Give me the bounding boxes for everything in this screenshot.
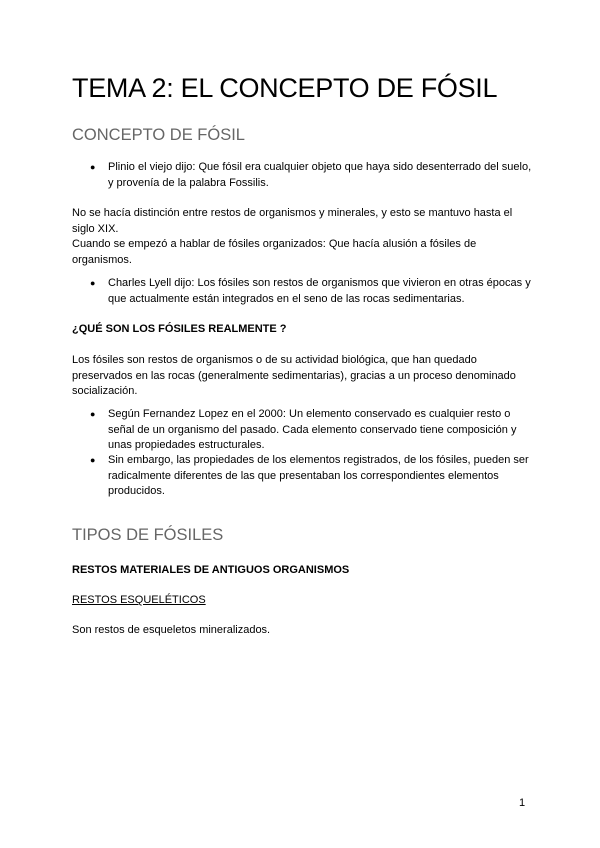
paragraph: Los fósiles son restos de organismos o de su actividad biológica, que han quedado preservados en las rocas (generalmente sedimentarias), gracias a un proceso denominado socialización. xyxy=(72,354,516,397)
list-item-text: Charles Lyell dijo: Los fósiles son restos de organismos que vivieron en otras épocas y que actualmente están integrados en el seno de las rocas sedimentarias. xyxy=(108,277,531,305)
bullet-icon: ● xyxy=(90,162,96,172)
page-title: TEMA 2: EL CONCEPTO DE FÓSIL xyxy=(72,73,498,103)
list-item xyxy=(90,453,536,500)
paragraph: Cuando se empezó a hablar de fósiles organizados: Que hacía alusión a fósiles de organismos. xyxy=(72,238,477,266)
bullet-icon: ● xyxy=(90,278,96,288)
list-item xyxy=(90,407,536,454)
bullet-icon: ● xyxy=(90,455,96,465)
subsection-heading: ¿QUÉ SON LOS FÓSILES REALMENTE ? xyxy=(72,323,287,335)
paragraph: No se hacía distinción entre restos de organismos y minerales, y esto se mantuvo hasta el siglo XIX. xyxy=(72,207,513,235)
subsection-heading: RESTOS MATERIALES DE ANTIGUOS ORGANISMOS xyxy=(72,564,350,576)
list-item-text: Sin embargo, las propiedades de los elementos registrados, de los fósiles, pueden ser radicalmente diferentes de las que presentaban los correspondientes elementos producidos. xyxy=(108,454,529,497)
list-item-text: Según Fernandez Lopez en el 2000: Un elemento conservado es cualquier resto o señal de un organismo del pasado. Cada elemento conservado tiene composición y unas propiedades estructurales. xyxy=(108,408,517,451)
bullet-icon: ● xyxy=(90,409,96,419)
list-item xyxy=(90,160,536,191)
page-number: 1 xyxy=(519,797,526,809)
list-item-text: Plinio el viejo dijo: Que fósil era cualquier objeto que haya sido desenterrado del suelo, y provenía de la palabra Fossilis. xyxy=(108,161,532,189)
paragraph: Son restos de esqueletos mineralizados. xyxy=(72,624,271,636)
section-heading-tipos: TIPOS DE FÓSILES xyxy=(72,526,224,544)
section-heading-concepto: CONCEPTO DE FÓSIL xyxy=(72,126,245,144)
subsubsection-heading: RESTOS ESQUELÉTICOS xyxy=(72,594,206,606)
list-item xyxy=(90,276,536,307)
